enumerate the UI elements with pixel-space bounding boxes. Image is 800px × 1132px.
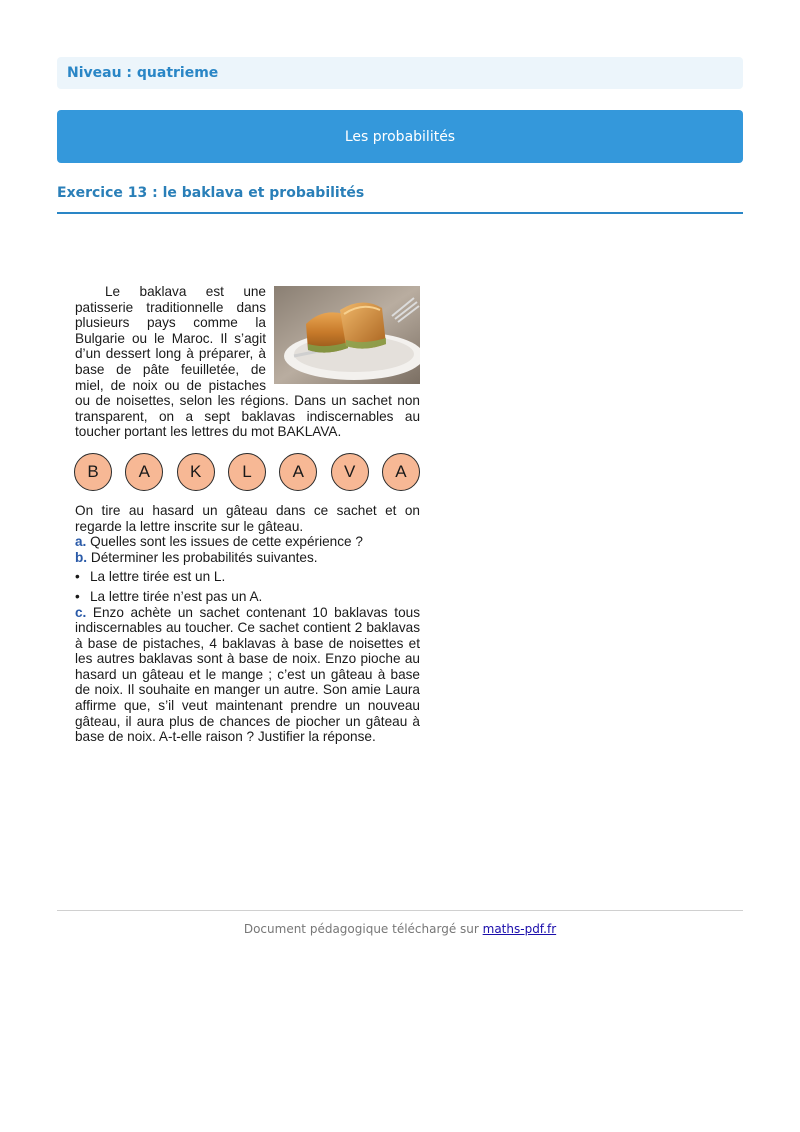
footer-link[interactable]: maths-pdf.fr bbox=[482, 922, 557, 936]
list-item bbox=[75, 589, 420, 605]
letter-token: K bbox=[177, 453, 215, 491]
letter-token: V bbox=[331, 453, 369, 491]
question-c bbox=[75, 605, 420, 745]
footer bbox=[57, 922, 743, 936]
question-a-label: a. bbox=[75, 534, 87, 550]
question-a bbox=[75, 534, 420, 550]
topic-title: Les probabilités bbox=[344, 128, 456, 145]
level-label: Niveau : quatrieme bbox=[57, 57, 743, 89]
list-item bbox=[75, 569, 420, 585]
baklava-photo bbox=[274, 286, 420, 384]
bullet-icon: • bbox=[75, 569, 80, 585]
letter-token: L bbox=[228, 453, 266, 491]
intro-text: Le baklava est une patisserie traditionnelle dans plusieurs pays comme la Bulgarie ou le Maroc. Il s’agit d’un dessert long à préparer, à base de pâte feuilletée, de miel, de noix ou de pistaches ou de noisettes, selon les régions. Dans un sachet non transparent, on a sept baklavas indiscernables au toucher portant les lettres du mot BAKLAVA. bbox=[75, 284, 420, 440]
bullet-text: La lettre tirée n’est pas un A. bbox=[90, 588, 263, 604]
letter-token: B bbox=[74, 453, 112, 491]
question-b bbox=[75, 550, 420, 566]
letter-token: A bbox=[125, 453, 163, 491]
question-c-text: Enzo achète un sachet contenant 10 baklavas tous indiscernables au toucher. Ce sachet contient 2 baklavas à base de pistaches, 4 baklavas à base de noisettes et les autres baklavas sont à base de noix. Enzo pioche au hasard un gâteau et le mange ; c’est un gâteau à base de noix. Il souhaite en manger un autre. Son amie Laura affirme que, s’il veut maintenant prendre un nouveau gâteau, il aura plus de chances de piocher un gâteau à base de noix. A-t-elle raison ? Justifier la réponse. bbox=[75, 604, 420, 745]
question-c-label: c. bbox=[75, 604, 87, 620]
question-b-text: Déterminer les probabilités suivantes. bbox=[90, 549, 318, 565]
question-a-text: Quelles sont les issues de cette expérience ? bbox=[90, 534, 363, 550]
letter-row bbox=[74, 453, 420, 491]
bullet-icon: • bbox=[75, 588, 80, 604]
exercise-title: Exercice 13 : le baklava et probabilités bbox=[57, 185, 743, 214]
footer-divider bbox=[57, 910, 743, 911]
draw-instructions: On tire au hasard un gâteau dans ce sachet et on regarde la lettre inscrite sur le gâteau. bbox=[75, 502, 420, 534]
topic-banner bbox=[57, 110, 743, 163]
exercise-content bbox=[75, 284, 420, 745]
letter-token: A bbox=[279, 453, 317, 491]
question-b-label: b. bbox=[75, 549, 88, 565]
letter-token: A bbox=[382, 453, 420, 491]
bullet-text: La lettre tirée est un L. bbox=[90, 569, 226, 585]
footer-text: Document pédagogique téléchargé sur bbox=[243, 922, 483, 936]
intro-block bbox=[75, 284, 420, 440]
